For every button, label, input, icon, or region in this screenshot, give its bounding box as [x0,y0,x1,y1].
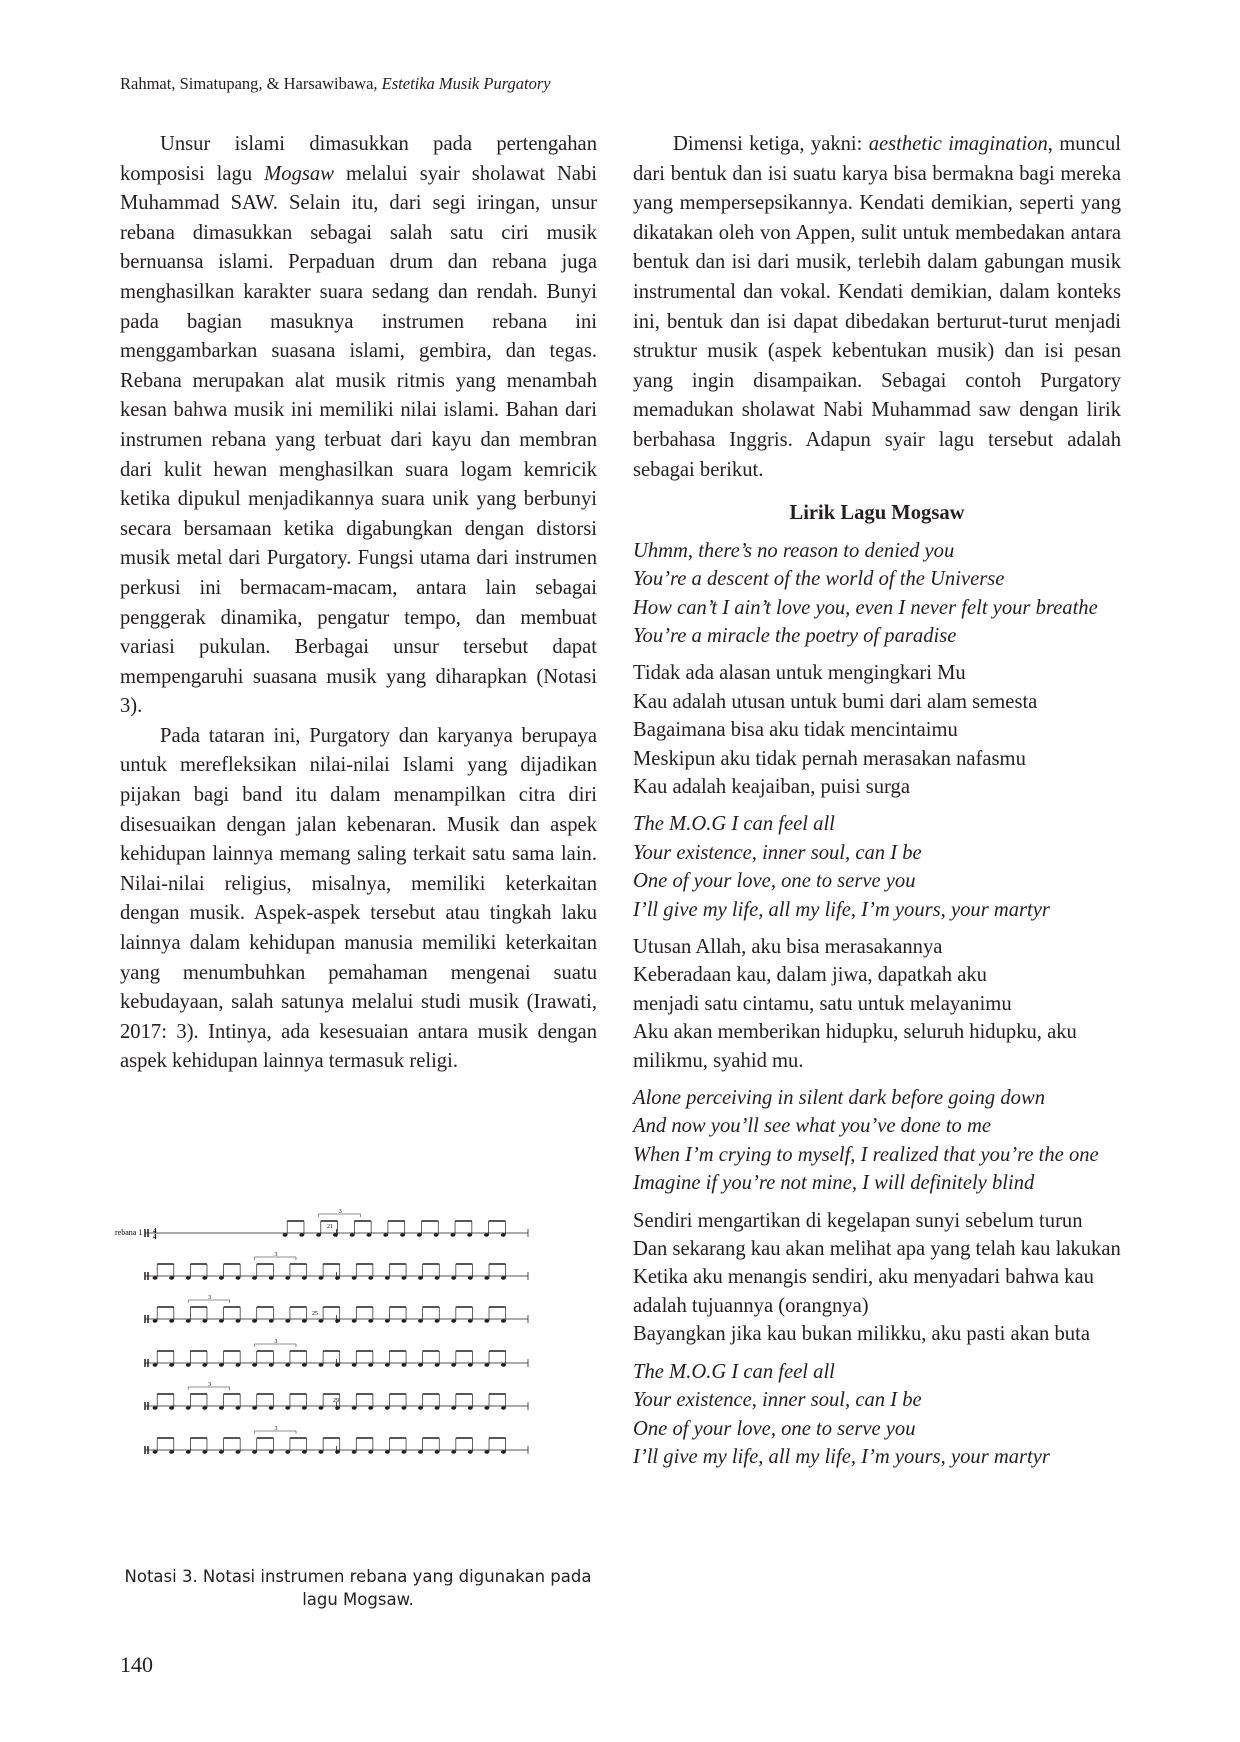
note-head [501,1319,506,1322]
lyric-line: Kau adalah utusan untuk bumi dari alam semesta [633,690,1038,713]
note-head [269,1406,274,1409]
lyric-line: Sendiri mengartikan di kegelapan sunyi sebelum turun [633,1209,1083,1232]
lyric-line: Bayangkan jika kau bukan milikku, aku pasti akan buta [633,1323,1090,1346]
left-column [120,130,597,1077]
note-head [335,1406,340,1409]
note-head [202,1406,207,1409]
instrument-label: rebana 1 [115,1228,143,1237]
note-head [451,1406,456,1409]
note-head [484,1363,489,1366]
time-signature: 4 [153,1227,157,1235]
note-head [435,1276,440,1279]
right-paragraph-1 [633,130,1121,485]
note-head [219,1363,224,1366]
note-head [385,1276,390,1279]
lyric-line: One of your love, one to serve you [633,1417,916,1440]
tuplet-number: 3 [338,1209,342,1215]
note-head [501,1276,506,1279]
note-head [418,1450,423,1453]
note-head [368,1406,373,1409]
note-head [319,1406,324,1409]
tuplet-number: 3 [274,1252,278,1258]
lyric-line: And now you’ll see what you’ve done to me [633,1115,992,1138]
note-head [484,1406,489,1409]
running-header [120,74,551,94]
note-head [435,1363,440,1366]
note-head [352,1276,357,1279]
note-head [400,1233,405,1236]
lyric-line: Dan sekarang kau akan melihat apa yang telah kau lakukan [633,1238,1121,1261]
lyric-stanza [633,1358,1121,1472]
note-head [186,1363,191,1366]
note-head [269,1450,274,1453]
note-head [285,1319,290,1322]
tuplet-number: 3 [208,1295,212,1301]
lyric-line: I’ll give my life, all my life, I’m yours, your martyr [633,1445,1050,1468]
note-head [418,1276,423,1279]
lyric-line: Your existence, inner soul, can I be [633,1389,922,1412]
lyric-line: menjadi satu cintamu, satu untuk melayanimu [633,992,1012,1015]
note-head [219,1406,224,1409]
note-head [319,1319,324,1322]
lyric-stanza [633,537,1121,651]
note-head [202,1363,207,1366]
tuplet-number: 3 [274,1339,278,1345]
note-head [302,1276,307,1279]
note-head [186,1276,191,1279]
note-head [501,1363,506,1366]
note-head [252,1406,257,1409]
note-head [418,1406,423,1409]
note-head [484,1319,489,1322]
lyric-line: Uhmm, there’s no reason to denied you [633,539,955,562]
note-head [285,1276,290,1279]
note-head [219,1319,224,1322]
note-head [401,1450,406,1453]
lyric-stanza [633,810,1121,924]
lyric-line: The M.O.G I can feel all [633,1360,835,1383]
lyric-stanza [633,933,1121,1075]
lyric-line: Your existence, inner soul, can I be [633,841,922,864]
note-head [367,1233,372,1236]
lyric-line: When I’m crying to myself, I realized that you’re the one [633,1143,1099,1166]
note-head [219,1450,224,1453]
note-head [418,1363,423,1366]
note-head [350,1233,355,1236]
note-head [269,1276,274,1279]
note-head [468,1319,473,1322]
note-head [252,1363,257,1366]
note-head [385,1319,390,1322]
note-head [501,1450,506,1453]
note-head [335,1450,340,1453]
note-head [236,1406,241,1409]
note-head [319,1276,324,1279]
lyric-line: One of your love, one to serve you [633,870,916,893]
tuplet-number: 3 [208,1382,212,1388]
note-head [269,1319,274,1322]
lyric-line: I’ll give my life, all my life, I’m yours, your martyr [633,898,1050,921]
note-head [202,1319,207,1322]
note-head [202,1450,207,1453]
note-head [467,1233,472,1236]
note-head [169,1450,174,1453]
note-head [352,1406,357,1409]
note-head [153,1406,158,1409]
note-head [468,1276,473,1279]
note-head [169,1406,174,1409]
left-paragraph-1 [120,130,597,722]
note-head [299,1233,304,1236]
note-head [283,1233,288,1236]
note-head [252,1319,257,1322]
note-head [368,1363,373,1366]
note-head [169,1319,174,1322]
note-head [252,1276,257,1279]
left-paragraph-2: Pada tataran ini, Purgatory dan karyanya berupaya untuk merefleksikan nilai-nilai Islami yang dijadikan pijakan bagi band itu dalam menampilkan citra diri disesuaikan dengan jalan kebenaran. Musik dan aspek kehidupan lainnya memang saling terkait satu sama lain. Nilai-nilai religius, misalnya, memiliki keterkaitan dengan musik. Aspek-aspek tersebut atau tingkah laku lainnya dalam kehidupan manusia memiliki keterkaitan yang menumbuhkan pemahaman mengenai suatu kebudayaan, salah satunya melalui studi musik (Irawati, 2017: 3). Intinya, ada kesesuaian antara musik dengan aspek kehidupan lainnya termasuk religi. [120,724,597,1073]
note-head [501,1406,506,1409]
paragraph-text: Dimensi ketiga, yakni: [673,133,869,155]
note-head [316,1233,321,1236]
note-head [333,1233,338,1236]
note-head [153,1363,158,1366]
note-head [368,1450,373,1453]
note-head [434,1233,439,1236]
note-head [352,1363,357,1366]
lyric-line: You’re a miracle the poetry of paradise [633,624,957,647]
note-head [450,1233,455,1236]
note-head [401,1276,406,1279]
note-head [435,1319,440,1322]
time-signature: 4 [153,1233,157,1241]
note-head [385,1450,390,1453]
lyric-stanza [633,1207,1121,1349]
paragraph-text: , muncul dari bentuk dan isi suatu karya bisa bermakna bagi mereka yang mempersepsikannya. Kendati demikian, seperti yang dikatakan oleh von Appen, sulit untuk membedakan antara bentuk dan isi dari musik, terlebih dalam gabungan musik instrumental dan vokal. Kendati demikian, dalam konteks ini, bentuk dan isi dapat dibedakan berturut-turut menjadi struktur musik (aspek kebentukan musik) dan isi pesan yang ingin disampaikan. Sebagai contoh Purgatory memadukan sholawat Nabi Muhammad saw dengan lirik berbahasa Inggris. Adapun syair lagu tersebut adalah sebagai berikut. [633,133,1121,481]
measure-number: 29 [333,1398,339,1404]
note-head [468,1363,473,1366]
lyric-line: How can’t I ain’t love you, even I never felt your breathe [633,596,1098,619]
note-head [186,1406,191,1409]
lyric-line: Tidak ada alasan untuk mengingkari Mu [633,662,966,685]
note-head [484,1233,489,1236]
note-head [451,1363,456,1366]
lyric-line: Meskipun aku tidak pernah merasakan nafasmu [633,747,1026,770]
note-head [219,1276,224,1279]
lyric-stanza [633,659,1121,801]
note-head [451,1319,456,1322]
note-head [435,1450,440,1453]
lyric-line: Ketika aku menangis sendiri, aku menyadari bahwa kau adalah tujuannya (orangnya) [633,1266,1094,1317]
note-head [468,1406,473,1409]
note-head [302,1406,307,1409]
paragraph-text: melalui syair sholawat Nabi Muhammad SAW. Selain itu, dari segi iringan, unsur rebana dimasukkan sebagai salah satu ciri musik bernuansa islami. Perpaduan drum dan rebana juga menghasilkan karakter suara sedang dan rendah. Bunyi pada bagian masuknya instrumen rebana ini menggambarkan suasana islami, gembira, dan tegas. Rebana merupakan alat musik ritmis yang menambah kesan bahwa musik ini memiliki nilai islami. Bahan dari instrumen rebana yang terbuat dari kayu dan membran dari kulit hewan menghasilkan suara logam kemricik ketika dipukul menjadikannya suara unik yang berbunyi secara bersamaan ketika digabungkan dengan distorsi musik metal dari Purgatory. Fungsi utama dari instrumen perkusi ini bermacam-macam, antara lain sebagai penggerak dinamika, pengatur tempo, dan membuat variasi pukulan. Berbagai unsur tersebut dapat mempengaruhi suasana musik yang diharapkan (Notasi 3). [120,162,598,718]
lyric-line: Keberadaan kau, dalam jiwa, dapatkah aku [633,964,987,987]
note-head [401,1406,406,1409]
note-head [285,1450,290,1453]
note-head [319,1363,324,1366]
note-head [319,1450,324,1453]
note-head [484,1276,489,1279]
note-head [236,1276,241,1279]
note-head [236,1363,241,1366]
note-head [451,1276,456,1279]
page-number: 140 [120,1652,153,1677]
song-title-emphasis: Mogsaw [264,162,334,185]
note-head [202,1276,207,1279]
header-authors: Rahmat, Simatupang, & Harsawibawa, [120,74,378,93]
note-head [169,1363,174,1366]
note-head [302,1450,307,1453]
note-head [401,1319,406,1322]
note-head [335,1363,340,1366]
rebana-notation-figure [115,1209,598,1558]
note-head [451,1450,456,1453]
lyric-line: Aku akan memberikan hidupku, seluruh hidupku, aku milikmu, syahid mu. [633,1021,1077,1072]
term-emphasis: aesthetic imagination [868,133,1048,155]
lyric-line: Imagine if you’re not mine, I will definitely blind [633,1172,1035,1195]
note-head [269,1363,274,1366]
note-head [153,1450,158,1453]
note-head [285,1406,290,1409]
lyric-line: The M.O.G I can feel all [633,813,835,836]
tuplet-number: 3 [274,1426,278,1432]
note-head [335,1276,340,1279]
note-head [368,1319,373,1322]
lyrics-title: Lirik Lagu Mogsaw [789,502,965,525]
note-head [302,1363,307,1366]
note-head [385,1406,390,1409]
lyric-line: Kau adalah keajaiban, puisi surga [633,775,910,798]
note-head [186,1450,191,1453]
note-head [435,1406,440,1409]
note-head [484,1450,489,1453]
lyrics [633,537,1121,1472]
note-head [368,1276,373,1279]
note-head [285,1363,290,1366]
note-head [417,1233,422,1236]
measure-number: 21 [327,1224,333,1230]
note-head [153,1276,158,1279]
figure-caption: Notasi 3. Notasi instrumen rebana yang digunakan pada lagu Mogsaw. [124,1567,592,1609]
measure-number: 25 [312,1311,318,1317]
note-head [169,1276,174,1279]
note-head [352,1319,357,1322]
note-head [186,1319,191,1322]
note-head [401,1363,406,1366]
right-column [633,130,1121,1480]
note-head [302,1319,307,1322]
lyric-line: Utusan Allah, aku bisa merasakannya [633,936,943,958]
note-head [501,1233,506,1236]
lyric-stanza [633,1084,1121,1198]
paragraph-text: Unsur islami dimasukkan pada pertengahan komposisi lagu [120,133,597,185]
header-title: Estetika Musik Purgatory [381,74,551,93]
note-head [383,1233,388,1236]
lyric-line: Bagaimana bisa aku tidak mencintaimu [633,719,958,742]
note-head [335,1319,340,1322]
lyric-line: You’re a descent of the world of the Universe [633,568,1005,591]
note-head [236,1319,241,1322]
lyric-line: Alone perceiving in silent dark before going down [633,1087,1045,1110]
note-head [252,1450,257,1453]
note-head [236,1450,241,1453]
note-head [468,1450,473,1453]
note-head [385,1363,390,1366]
note-head [153,1319,158,1322]
note-head [352,1450,357,1453]
note-head [418,1319,423,1322]
